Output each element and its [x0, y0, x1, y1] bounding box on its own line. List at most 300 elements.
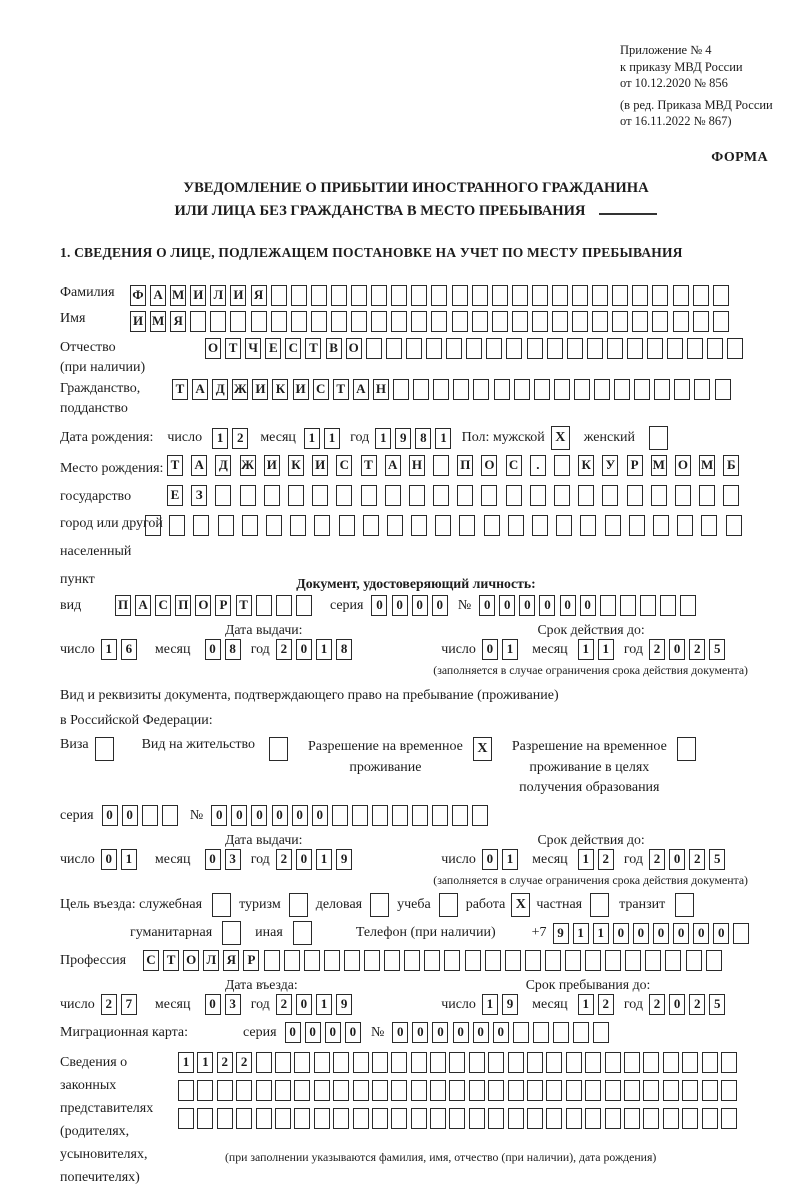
form-cell: [275, 1080, 291, 1101]
form-cell: [452, 311, 468, 332]
form-cell: [291, 311, 307, 332]
res-valid-day-cells: [482, 849, 522, 870]
form-cell: [508, 1108, 524, 1129]
form-cell: [694, 379, 710, 400]
form-cell: [624, 1052, 640, 1073]
form-cell: 2: [101, 994, 117, 1015]
form-cell: [197, 1080, 213, 1101]
purpose-humanitarian-checkbox: [222, 921, 241, 945]
form-cell: [271, 311, 287, 332]
form-cell: 0: [653, 923, 669, 944]
form-cell: [580, 515, 596, 536]
form-cell: 0: [272, 805, 288, 826]
form-cell: И: [190, 285, 206, 306]
form-cell: [605, 515, 621, 536]
form-cell: [366, 338, 382, 359]
form-cell: 0: [432, 595, 448, 616]
form-cell: 0: [305, 1022, 321, 1043]
form-cell: [481, 485, 497, 506]
form-cell: [624, 1108, 640, 1129]
title-blank-line: [599, 199, 657, 215]
form-cell: [652, 311, 668, 332]
birth-place-row2-cells: [167, 485, 750, 506]
form-cell: [178, 1080, 194, 1101]
doc-dates-labels: [60, 622, 772, 638]
form-cell: [324, 950, 340, 971]
form-cell: Т: [361, 455, 377, 476]
form-cell: Ж: [240, 455, 256, 476]
birth-date-label: Дата рождения:: [60, 430, 154, 446]
form-cell: 9: [553, 923, 569, 944]
form-cell: [393, 379, 409, 400]
tourism-label: туризм: [239, 897, 281, 913]
form-cell: О: [205, 338, 221, 359]
form-cell: Т: [167, 455, 183, 476]
form-cell: [546, 1052, 562, 1073]
form-cell: [702, 1052, 718, 1073]
form-cell: [472, 805, 488, 826]
form-cell: [217, 1080, 233, 1101]
form-cell: [572, 311, 588, 332]
form-cell: [706, 950, 722, 971]
form-cell: [647, 338, 663, 359]
form-cell: 0: [296, 849, 312, 870]
res-valid-month-cells: [578, 849, 618, 870]
form-cell: [602, 485, 618, 506]
form-cell: А: [192, 379, 208, 400]
temp-residence-edu-checkbox: [677, 737, 696, 761]
form-cell: И: [252, 379, 268, 400]
form-cell: М: [150, 311, 166, 332]
form-cell: К: [288, 455, 304, 476]
form-cell: [715, 379, 731, 400]
form-cell: Я: [223, 950, 239, 971]
form-cell: А: [150, 285, 166, 306]
sex-male-checkbox: [551, 426, 570, 450]
form-cell: 5: [709, 849, 725, 870]
profession-cells: [143, 950, 726, 971]
issue-month-cells: [205, 639, 245, 660]
legal-representatives-label: Сведения о законных представителях (родителях, усыновителях, попечителях): [60, 1055, 154, 1185]
form-cell: [556, 515, 572, 536]
series-label: серия: [329, 597, 364, 613]
form-cell: [605, 1080, 621, 1101]
form-cell: [352, 805, 368, 826]
private-label: частная: [536, 897, 583, 913]
form-cell: [566, 1108, 582, 1129]
month-label: месяц: [154, 996, 191, 1012]
form-cell: [620, 595, 636, 616]
study-label: учеба: [397, 897, 431, 913]
form-cell: [294, 1108, 310, 1129]
form-cell: [733, 923, 749, 944]
form-cell: [627, 338, 643, 359]
number-label: №: [189, 807, 204, 823]
form-cell: [291, 285, 307, 306]
form-cell: 1: [375, 428, 391, 449]
valid-until-label: Срок действия до:: [537, 832, 645, 848]
form-cell: [653, 515, 669, 536]
form-cell: [605, 950, 621, 971]
birth-year-cells: [375, 428, 455, 449]
form-cell: И: [130, 311, 146, 332]
number-label: №: [457, 597, 472, 613]
form-cell: [629, 515, 645, 536]
form-cell: [505, 950, 521, 971]
series-label: серия: [243, 1024, 277, 1040]
form-cell: [546, 1108, 562, 1129]
form-cell: [353, 1080, 369, 1101]
form-cell: 0: [539, 595, 555, 616]
form-cell: 2: [649, 639, 665, 660]
form-cell: [372, 1080, 388, 1101]
form-cell: [236, 1108, 252, 1129]
form-cell: [687, 338, 703, 359]
form-cell: 0: [205, 849, 221, 870]
form-cell: Я: [170, 311, 186, 332]
form-cell: [296, 595, 312, 616]
purpose-business-checkbox: [370, 893, 389, 917]
form-cell: 1: [121, 849, 137, 870]
entry-date-label: Дата въезда:: [225, 977, 298, 993]
form-cell: С: [336, 455, 352, 476]
form-cell: [469, 1108, 485, 1129]
form-cell: [145, 515, 161, 536]
valid-until-label: Срок действия до:: [537, 622, 645, 638]
title-line1: УВЕДОМЛЕНИЕ О ПРИБЫТИИ ИНОСТРАННОГО ГРАЖДАНИНА: [183, 179, 649, 196]
purpose-work-checkbox: [511, 893, 530, 917]
form-cell: [433, 485, 449, 506]
form-cell: 8: [336, 639, 352, 660]
form-cell: [336, 485, 352, 506]
form-cell: [426, 338, 442, 359]
form-cell: [449, 1108, 465, 1129]
form-cell: [391, 1080, 407, 1101]
form-cell: [605, 1052, 621, 1073]
form-cell: [264, 485, 280, 506]
form-cell: [275, 1052, 291, 1073]
form-cell: [652, 285, 668, 306]
form-cell: П: [457, 455, 473, 476]
form-cell: 1: [482, 994, 498, 1015]
form-cell: [512, 285, 528, 306]
citizenship-cells: [172, 379, 735, 400]
form-cell: [682, 1108, 698, 1129]
form-cell: 0: [580, 595, 596, 616]
form-cell: [433, 379, 449, 400]
form-cell: [472, 285, 488, 306]
form-cell: 2: [598, 994, 614, 1015]
form-cell: [256, 595, 272, 616]
res-issue-month-cells: [205, 849, 245, 870]
form-cell: [643, 1080, 659, 1101]
form-cell: [210, 311, 226, 332]
form-cell: [256, 1080, 272, 1101]
title-line2: ИЛИ ЛИЦА БЕЗ ГРАЖДАНСТВА В МЕСТО ПРЕБЫВАНИЯ: [60, 199, 772, 223]
form-cell: [667, 338, 683, 359]
form-cell: [162, 805, 178, 826]
form-cell: [269, 737, 288, 761]
month-label: месяц: [532, 641, 568, 657]
form-cell: 0: [613, 923, 629, 944]
form-cell: [222, 921, 241, 945]
form-cell: 9: [336, 849, 352, 870]
month-label: месяц: [154, 851, 191, 867]
form-cell: [370, 893, 389, 917]
residence-permit-checkbox: [269, 737, 288, 761]
validity-note: (заполняется в случае ограничения срока действия документа): [433, 663, 748, 678]
form-cell: [643, 1052, 659, 1073]
series-label: серия: [60, 807, 94, 823]
form-cell: А: [135, 595, 151, 616]
form-cell: 1: [502, 639, 518, 660]
legal-representatives-block: [60, 1052, 772, 1190]
form-cell: 2: [689, 639, 705, 660]
form-cell: [682, 1080, 698, 1101]
form-cell: [472, 311, 488, 332]
form-cell: [314, 1108, 330, 1129]
identity-doc-row: [60, 595, 772, 616]
form-cell: 0: [392, 1022, 408, 1043]
form-cell: Ф: [130, 285, 146, 306]
form-cell: 2: [649, 994, 665, 1015]
form-cell: [605, 1108, 621, 1129]
form-cell: И: [293, 379, 309, 400]
validity-note: (заполняется в случае ограничения срока действия документа): [433, 873, 748, 888]
form-cell: [699, 485, 715, 506]
form-cell: [371, 285, 387, 306]
form-cell: [284, 950, 300, 971]
form-cell: X: [511, 893, 530, 917]
form-cell: [525, 950, 541, 971]
form-cell: [702, 1108, 718, 1129]
form-cell: 0: [231, 805, 247, 826]
form-cell: [266, 515, 282, 536]
form-cell: [663, 1080, 679, 1101]
appendix-reference: [620, 42, 772, 130]
form-cell: [430, 1108, 446, 1129]
valid-year-cells: [649, 639, 729, 660]
form-cell: [592, 311, 608, 332]
form-cell: [384, 950, 400, 971]
residence-dates-row: [60, 849, 772, 870]
form-cell: И: [230, 285, 246, 306]
form-cell: [386, 338, 402, 359]
doc-dates-row: [60, 639, 772, 660]
form-cell: [675, 485, 691, 506]
form-cell: 1: [178, 1052, 194, 1073]
legal-representatives-rows: [178, 1052, 740, 1135]
form-cell: 0: [312, 805, 328, 826]
profession-row: [60, 950, 772, 971]
form-cell: [686, 950, 702, 971]
day-label: число: [441, 996, 476, 1012]
visa-checkbox: [95, 737, 114, 761]
doc-kind-label: вид: [60, 597, 82, 613]
year-label: год: [250, 996, 270, 1012]
form-cell: [264, 950, 280, 971]
form-cell: [411, 311, 427, 332]
form-cell: [353, 1108, 369, 1129]
residence-doc-series-row: [60, 805, 772, 826]
form-cell: Е: [167, 485, 183, 506]
form-cell: [391, 1052, 407, 1073]
form-cell: 0: [473, 1022, 489, 1043]
form-cell: 5: [709, 994, 725, 1015]
form-cell: [444, 950, 460, 971]
birth-place-labels: Место рождения: государство город или другой населенный пункт: [60, 461, 164, 587]
month-label: месяц: [154, 641, 191, 657]
form-cell: [578, 485, 594, 506]
form-cell: 7: [121, 994, 137, 1015]
form-cell: [251, 311, 267, 332]
form-cell: [530, 485, 546, 506]
form-cell: [431, 311, 447, 332]
form-cell: 0: [669, 639, 685, 660]
form-cell: Б: [723, 455, 739, 476]
form-cell: [677, 737, 696, 761]
form-cell: О: [183, 950, 199, 971]
purpose-tourism-checkbox: [289, 893, 308, 917]
form-cell: 1: [593, 923, 609, 944]
name-label: Имя: [60, 311, 86, 327]
form-cell: О: [675, 455, 691, 476]
form-cell: [449, 1080, 465, 1101]
form-cell: Т: [333, 379, 349, 400]
form-cell: [430, 1080, 446, 1101]
valid-month-cells: [578, 639, 618, 660]
form-cell: [364, 950, 380, 971]
form-cell: [552, 285, 568, 306]
day-label: число: [441, 641, 476, 657]
reps-row1-cells: [178, 1052, 740, 1073]
form-cell: [612, 311, 628, 332]
temp-residence-label: Разрешение на временное проживание: [307, 739, 463, 775]
form-cell: [312, 485, 328, 506]
form-cell: [433, 455, 449, 476]
form-cell: [178, 1108, 194, 1129]
form-cell: [289, 893, 308, 917]
appendix-line: к приказу МВД России: [620, 59, 743, 74]
form-cell: [193, 515, 209, 536]
form-cell: 1: [304, 428, 320, 449]
form-cell: [488, 1052, 504, 1073]
form-cell: [585, 950, 601, 971]
form-cell: [673, 311, 689, 332]
form-cell: [727, 338, 743, 359]
form-cell: 0: [669, 994, 685, 1015]
form-cell: [545, 950, 561, 971]
form-cell: Д: [215, 455, 231, 476]
form-cell: [554, 485, 570, 506]
year-label: год: [623, 641, 643, 657]
form-cell: 0: [392, 595, 408, 616]
form-cell: 0: [102, 805, 118, 826]
year-label: год: [250, 851, 270, 867]
form-cell: [430, 1052, 446, 1073]
form-cell: [593, 1022, 609, 1043]
form-cell: Т: [305, 338, 321, 359]
phone-prefix: +7: [531, 925, 547, 941]
form-cell: 2: [598, 849, 614, 870]
form-cell: 1: [578, 994, 594, 1015]
form-cell: [333, 1080, 349, 1101]
form-cell: [508, 1052, 524, 1073]
form-cell: [674, 379, 690, 400]
form-cell: [411, 515, 427, 536]
birth-place-block: [60, 455, 772, 593]
form-cell: [587, 338, 603, 359]
form-cell: [651, 485, 667, 506]
form-cell: [351, 311, 367, 332]
form-cell: [240, 485, 256, 506]
form-cell: [701, 515, 717, 536]
form-cell: [271, 285, 287, 306]
sex-female-checkbox: [649, 426, 668, 450]
stay-year-cells: [649, 994, 729, 1015]
form-cell: 0: [633, 923, 649, 944]
patronymic-cells: [205, 338, 748, 359]
form-cell: С: [313, 379, 329, 400]
form-cell: [230, 311, 246, 332]
form-cell: Т: [225, 338, 241, 359]
form-cell: И: [312, 455, 328, 476]
form-cell: [494, 379, 510, 400]
form-cell: Н: [373, 379, 389, 400]
form-cell: [457, 485, 473, 506]
entry-month-cells: [205, 994, 245, 1015]
form-cell: [590, 893, 609, 917]
form-cell: [484, 515, 500, 536]
residence-number-cells: [211, 805, 492, 826]
form-cell: [411, 1108, 427, 1129]
form-cell: 9: [336, 994, 352, 1015]
residence-doc-intro: Вид и реквизиты документа, подтверждающего право на пребывание (проживание) в Российской Федерации:: [60, 688, 559, 728]
form-cell: [506, 485, 522, 506]
form-cell: [486, 338, 502, 359]
form-cell: [215, 485, 231, 506]
form-cell: У: [602, 455, 618, 476]
form-cell: 0: [101, 849, 117, 870]
form-cell: С: [285, 338, 301, 359]
patronymic-row: [60, 338, 772, 379]
form-cell: 1: [578, 849, 594, 870]
form-cell: [663, 1052, 679, 1073]
form-cell: М: [699, 455, 715, 476]
form-cell: 2: [276, 994, 292, 1015]
citizenship-row: [60, 379, 772, 420]
form-cell: [677, 515, 693, 536]
form-cell: [290, 515, 306, 536]
form-cell: 1: [435, 428, 451, 449]
form-cell: [663, 1108, 679, 1129]
form-cell: 0: [122, 805, 138, 826]
visit-purpose-label: Цель въезда: служебная: [60, 897, 203, 913]
form-cell: [332, 805, 348, 826]
appendix-line: Приложение № 4: [620, 43, 712, 57]
migration-card-label: Миграционная карта:: [60, 1024, 189, 1040]
form-cell: [534, 379, 550, 400]
valid-day-cells: [482, 639, 522, 660]
form-cell: [654, 379, 670, 400]
stay-day-cells: [482, 994, 522, 1015]
form-cell: 0: [292, 805, 308, 826]
form-cell: 0: [499, 595, 515, 616]
form-cell: 2: [276, 639, 292, 660]
form-cell: [311, 311, 327, 332]
form-cell: [527, 1108, 543, 1129]
purpose-official-checkbox: [212, 893, 231, 917]
